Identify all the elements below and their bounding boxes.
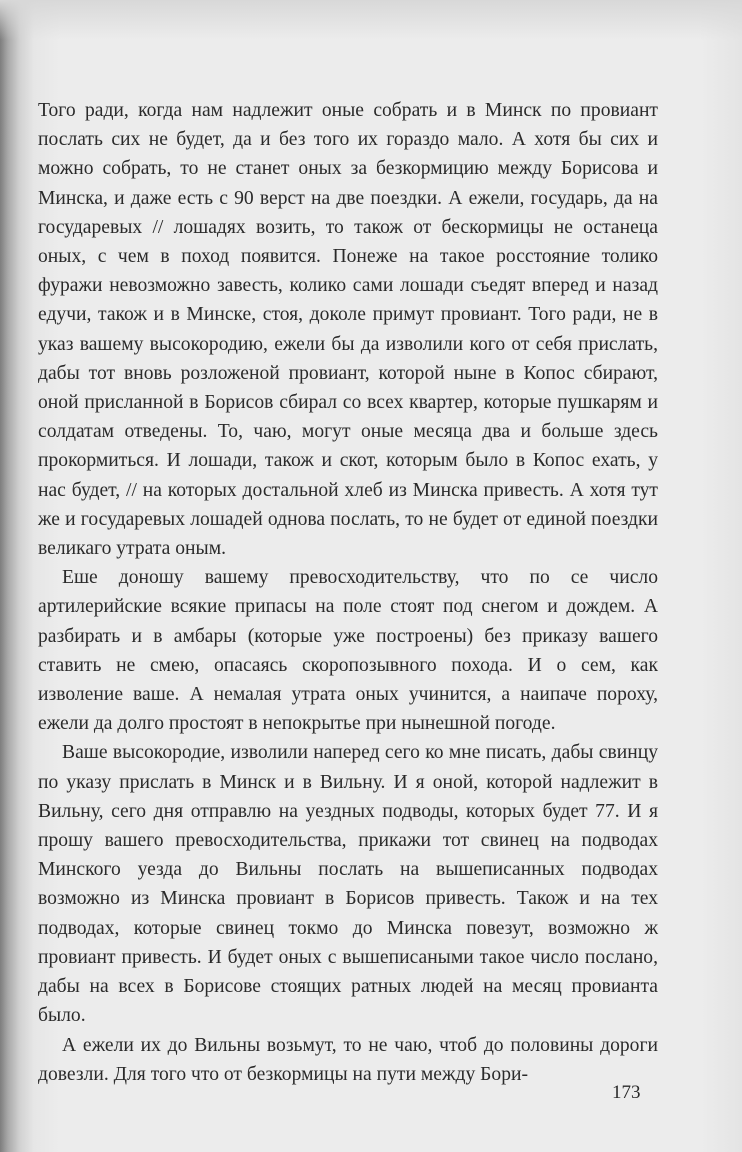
page-top-shadow — [0, 0, 742, 40]
body-text — [38, 96, 658, 1089]
paragraph-3: Ваше высокородие, изволили наперед сего ко мне писать, дабы свинцу по указу прислать в Минск и в Вильну. И я оной, которой надлежит в Вильну, сего дня отправлю на уездных подводы, которых будет 77. И я прошу вашего превосходительства, прикажи тот свинец на подводах Минского уезда до Вильны послать на вышеписанных подводах возможно из Минска провиант в Борисов привесть. Також и на тех подводах, которые свинец токмо до Минска повезут, возможно ж провиант привесть. И будет оных с вышеписаными такое число послано, дабы на всех в Борисове стоящих ратных людей на месяц провианта было. — [38, 742, 658, 1027]
paragraph-1: Того ради, когда нам надлежит оные собрать и в Минск по провиант послать сих не будет, да и без того их гораздо мало. А хотя бы сих и можно собрать, то не станет оных за безкормицию между Борисова и Минска, и даже есть с 90 верст на две поездки. А ежели, государь, да на государевых // лошадях возить, то також от бескормицы не останеца оных, с чем в поход появится. Понеже на такое росстояние толико фуражи невозможно завесть, колико сами лошади съедят вперед и назад едучи, також и в Минске, стоя, доколе примут провиант. Того ради, не в указ вашему высокородию, ежели бы да изволили кого от себя прислать, дабы тот вновь розложеной провиант, которой ныне в Копос сбирают, оной присланной в Борисов сбирал со всех квартер, которые пушкарям и солдатам отведены. То, чаю, могут оные месяца два и больше здесь прокормиться. И лошади, також и скот, которым было в Копос ехать, у нас будет, // на которых достальной хлеб из Минска привесть. А хотя тут же и государевых лошадей однова послать, то не будет от единой поездки великаго утрата оным. — [38, 100, 658, 560]
page-number: 173 — [612, 1082, 641, 1103]
paragraph-2: Еше доношу вашему превосходительству, что по се число артилерийские всякие припасы на поле стоят под снегом и дождем. А разбирать и в амбары (которые уже построены) без приказу вашего ставить не смею, опасаясь скоропозывного похода. И о сем, как изволение ваше. А немалая утрата оных учинится, а наипаче пороху, ежели да долго простоят в непокрытье при нынешной погоде. — [38, 567, 658, 735]
paragraph-4: А ежели их до Вильны возьмут, то не чаю, чтоб до половины дороги довезли. Для того что от безкормицы на пути между Бори- — [38, 1034, 658, 1085]
